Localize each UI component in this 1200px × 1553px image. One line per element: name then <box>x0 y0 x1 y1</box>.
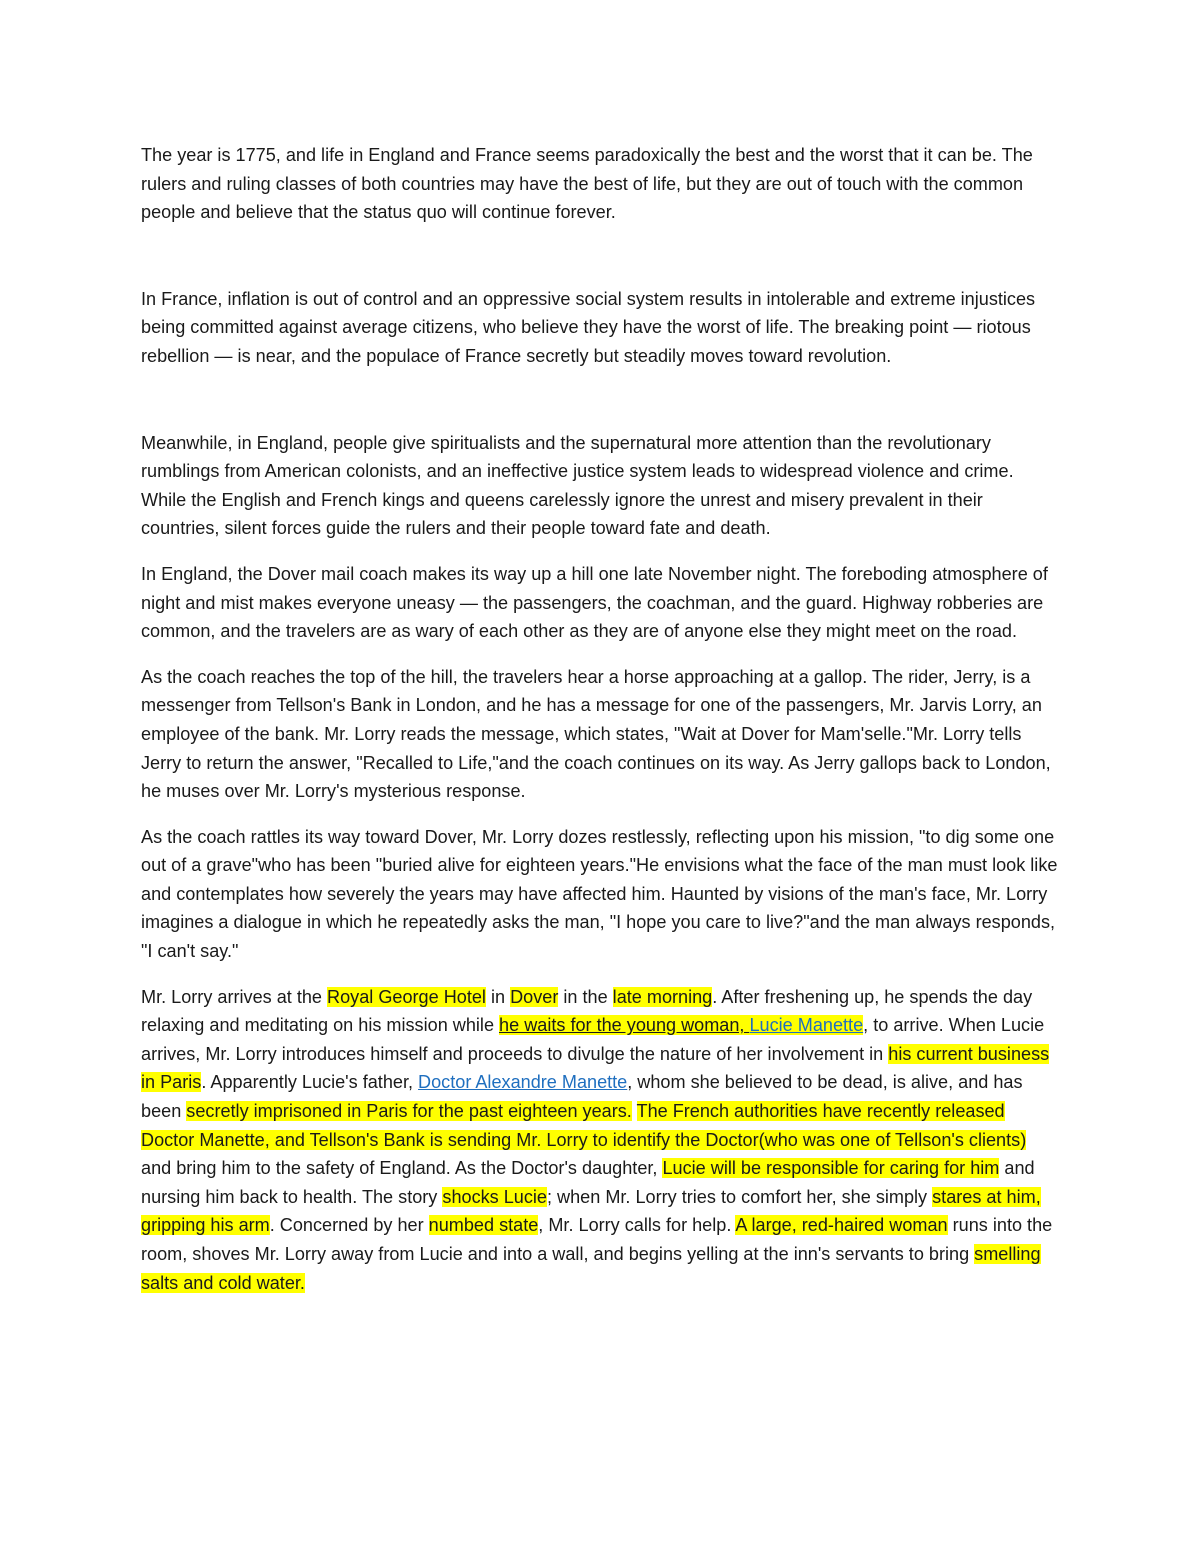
paragraph-royal-george <box>141 983 1061 1298</box>
paragraph-england: Meanwhile, in England, people give spiritualists and the supernatural more attention than the revolutionary rumblings from American colonists, and an ineffective justice system leads to widespread violence and crime. While the English and French kings and queens carelessly ignore the unrest and misery prevalent in their countries, silent forces guide the rulers and their people toward fate and death. <box>141 432 1014 539</box>
text-run: and nursing him back to health. The story <box>141 1158 1035 1207</box>
paragraph-dover-coach: In England, the Dover mail coach makes its way up a hill one late November night. The foreboding atmosphere of night and mist makes everyone uneasy — the passengers, the coachman, and the guard. Highway robberies are common, and the travelers are as wary of each other as they are of anyone else they might meet on the road. <box>141 563 1048 642</box>
doctor-alexandre-manette-link[interactable]: Doctor Alexandre Manette <box>418 1072 628 1093</box>
text-run <box>632 1101 637 1121</box>
paragraph-mission: As the coach rattles its way toward Dover, Mr. Lorry dozes restlessly, reflecting upon his mission, "to dig some one out of a grave"who has been "buried alive for eighteen years."He envisions what the face of the man must look like and contemplates how severely the years may have affected him. Haunted by visions of the man's face, Mr. Lorry imagines a dialogue in which he repeatedly asks the man, "I hope you care to live?"and the man always responds, "I can't say." <box>141 826 1058 962</box>
highlighted-text: . <box>626 1101 632 1122</box>
document-body <box>141 141 1061 1314</box>
highlighted-text: Royal George Hotel <box>327 986 486 1007</box>
lucie-manette-link[interactable]: Lucie Manette <box>749 1015 864 1036</box>
text-run: , whom she believed to be dead, is alive, and has been <box>141 1072 1023 1122</box>
text-run: , to arrive. When Lucie arrives, Mr. Lorry introduces himself and proceeds to divulge the nature of her involvement in <box>141 1015 1045 1064</box>
highlighted-text: stares at him, gripping his arm <box>141 1186 1041 1236</box>
highlighted-text: secretly imprisoned in Paris for the past eighteen years <box>186 1101 627 1122</box>
highlighted-text: his current business in Paris <box>141 1043 1050 1093</box>
text-run: and bring him to the safety of England. As the Doctor's daughter, <box>141 1158 663 1179</box>
paragraph-intro: The year is 1775, and life in England and France seems paradoxically the best and the worst that it can be. The rulers and ruling classes of both countries may have the best of life, but they are out of touch with the common people and believe that the status quo will continue forever. <box>141 145 1033 223</box>
paragraph-france: In France, inflation is out of control and an oppressive social system results in intolerable and extreme injustices being committed against average citizens, who believe they have the worst of life. The breaking point — riotous rebellion — is near, and the populace of France secretly but steadily moves toward revolution. <box>141 288 1036 366</box>
highlighted-text: Dover <box>510 986 559 1007</box>
text-run: Mr. Lorry arrives at the <box>141 986 328 1007</box>
text-run: . Apparently Lucie's father, <box>201 1072 419 1093</box>
text-run: ; when Mr. Lorry tries to comfort her, she simply <box>547 1186 933 1207</box>
paragraph-messenger: As the coach reaches the top of the hill, the travelers hear a horse approaching at a gallop. The rider, Jerry, is a messenger from Tellson's Bank in London, and he has a message for one of the passengers, Mr. Jarvis Lorry, an employee of the bank. Mr. Lorry reads the message, which states, "Wait at Dover for Mam'selle."Mr. Lorry tells Jerry to return the answer, "Recalled to Life,"and the coach continues on its way. As Jerry gallops back to London, he muses over Mr. Lorry's mysterious response. <box>141 666 1051 802</box>
text-run: , Mr. Lorry calls for help. <box>538 1215 736 1236</box>
highlighted-text: late morning <box>612 986 713 1007</box>
text-run: in the <box>558 986 613 1007</box>
highlighted-text: Lucie will be responsible for caring for him <box>662 1158 1000 1179</box>
text-run: runs into the room, shoves Mr. Lorry away from Lucie and into a wall, and begins yelling at the inn's servants to bring <box>141 1215 1053 1264</box>
text-run: in <box>485 986 511 1007</box>
highlighted-text: shocks Lucie <box>442 1186 547 1207</box>
highlighted-text: A large, red-haired woman <box>735 1215 948 1236</box>
highlighted-text: The French authorities have recently released Doctor Manette, and Tellson's Bank is sending Mr. Lorry to identify the Doctor(who was one of Tellson's clients) <box>141 1101 1027 1150</box>
highlighted-text: numbed state <box>428 1215 539 1236</box>
text-run: . After freshening up, he spends the day relaxing and meditating on his mission while <box>141 986 1033 1036</box>
highlighted-underlined-text: he waits for the young woman, <box>499 1015 750 1036</box>
text-run: . Concerned by her <box>269 1215 429 1236</box>
highlighted-text: smelling salts and cold water. <box>141 1244 1041 1293</box>
